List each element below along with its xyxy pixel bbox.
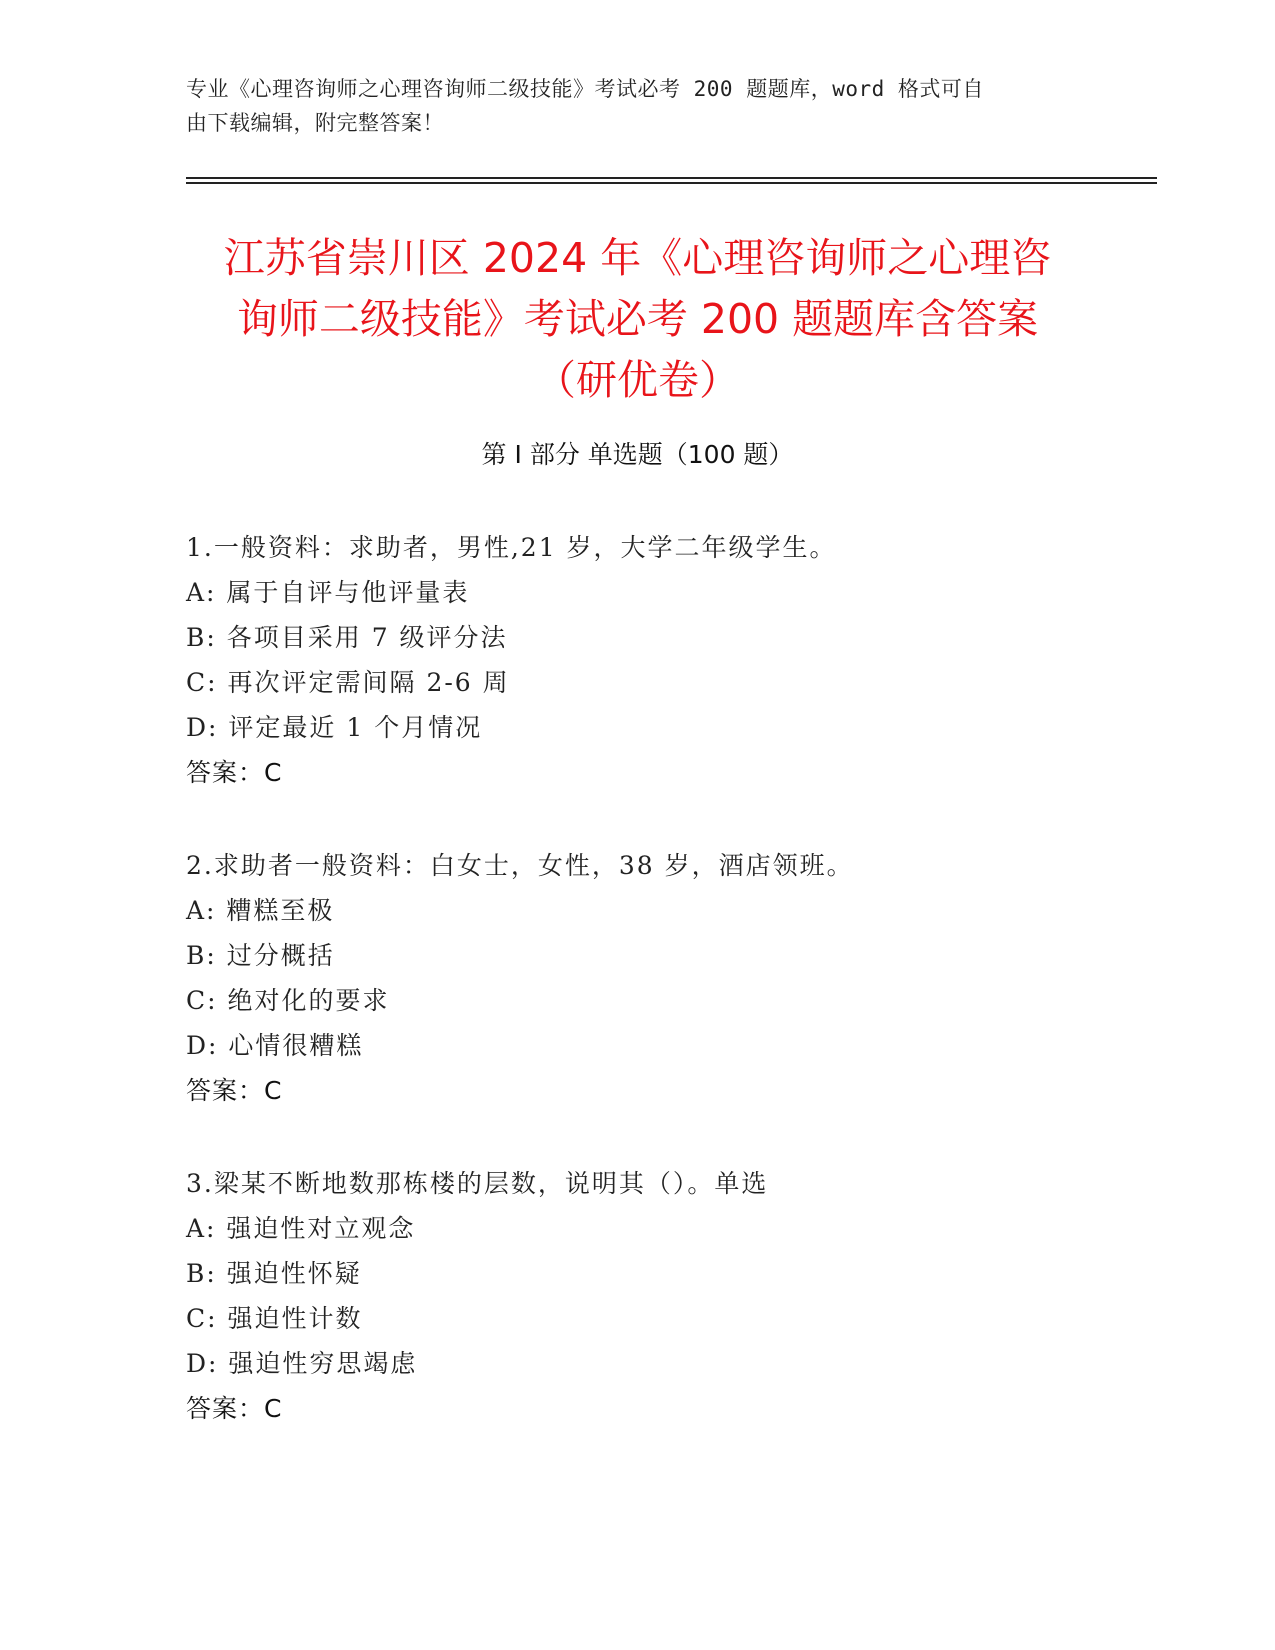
option-a: A: 糟糕至极 (186, 896, 335, 925)
option-d: D: 强迫性穷思竭虑 (186, 1349, 418, 1378)
document-title-line-2: 询师二级技能》考试必考 200 题题库含答案 (236, 295, 1039, 343)
answer: 答案：C (186, 1076, 283, 1105)
document-title-line-3: （研优卷） (535, 356, 740, 404)
header-divider-bottom (186, 182, 1157, 184)
option-c: C: 再次评定需间隔 2-6 周 (186, 668, 510, 697)
question-3 (186, 1161, 1146, 1431)
question-stem: 2.求助者一般资料：白女士，女性，38 岁，酒店领班。 (186, 851, 854, 880)
option-a: A: 强迫性对立观念 (186, 1214, 416, 1243)
option-b: B: 过分概括 (186, 941, 335, 970)
option-c: C: 绝对化的要求 (186, 986, 390, 1015)
option-d: D: 心情很糟糕 (186, 1031, 364, 1060)
option-c: C: 强迫性计数 (186, 1304, 363, 1333)
question-2 (186, 843, 1146, 1113)
option-a: A: 属于自评与他评量表 (186, 578, 470, 607)
document-title (150, 228, 1125, 411)
option-b: B: 强迫性怀疑 (186, 1259, 362, 1288)
option-b: B: 各项目采用 7 级评分法 (186, 623, 508, 652)
header-note-line-2: 由下载编辑，附完整答案！ (186, 111, 444, 135)
option-d: D: 评定最近 1 个月情况 (186, 713, 483, 742)
document-title-line-1: 江苏省崇川区 2024 年《心理咨询师之心理咨 (223, 234, 1052, 282)
answer: 答案：C (186, 758, 283, 787)
section-title: 第 I 部分 单选题（100 题） (481, 440, 794, 469)
question-stem: 3.梁某不断地数那栋楼的层数，说明其（）。单选 (186, 1169, 769, 1198)
answer: 答案：C (186, 1394, 283, 1423)
header-note-line-1: 专业《心理咨询师之心理咨询师二级技能》考试必考 200 题题库，word 格式可自 (186, 77, 984, 101)
question-stem: 1.一般资料：求助者，男性,21 岁，大学二年级学生。 (186, 533, 837, 562)
question-1 (186, 525, 1146, 795)
header-divider-top (186, 177, 1157, 179)
header-note (186, 72, 1066, 140)
